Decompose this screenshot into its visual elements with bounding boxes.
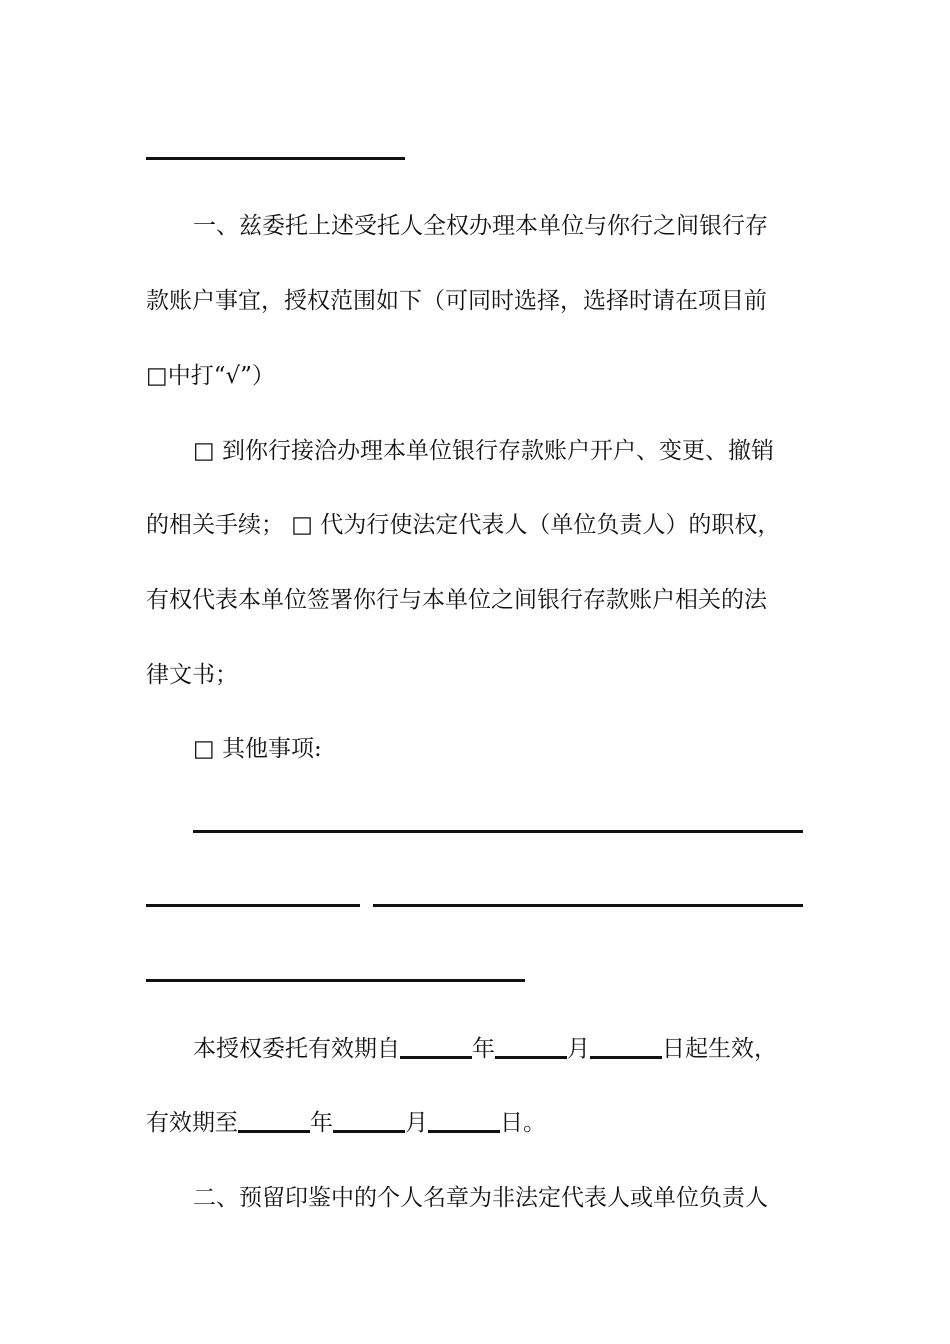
- day-effective-label: 日起生效，: [662, 1036, 777, 1062]
- day-blank: [590, 1056, 662, 1059]
- other-matters-line: □ 其他事项:: [193, 736, 322, 762]
- month-label: 月: [567, 1036, 590, 1062]
- year-blank: [400, 1056, 472, 1059]
- validity-end-text: 有效期至: [146, 1110, 238, 1136]
- clause-one-line-3: □中打“√”）: [146, 363, 275, 389]
- validity-start-text: 本授权委托有效期自: [193, 1036, 400, 1062]
- end-month-blank: [333, 1130, 405, 1133]
- option-line-3: 有权代表本单位签署你行与本单位之间银行存款账户相关的法: [146, 587, 767, 613]
- end-month-label: 月: [405, 1110, 428, 1136]
- clause-two-line-1: 二、预留印鉴中的个人名章为非法定代表人或单位负责人: [193, 1185, 768, 1211]
- end-day-blank: [428, 1130, 500, 1133]
- month-blank: [495, 1056, 567, 1059]
- clause-one-line-2: 款账户事宜，授权范围如下（可同时选择，选择时请在项目前: [146, 288, 767, 314]
- end-year-blank: [238, 1130, 310, 1133]
- other-matters-fill-line-2a: [146, 904, 360, 907]
- clause-one-line-1: 一、兹委托上述受托人全权办理本单位与你行之间银行存: [193, 213, 768, 239]
- other-matters-fill-line-2b: [373, 904, 803, 907]
- option-line-1: □ 到你行接洽办理本单位银行存款账户开户、变更、撤销: [193, 438, 775, 464]
- top-fill-line: [146, 157, 405, 160]
- other-matters-fill-line-3: [146, 979, 525, 982]
- validity-end-line: [146, 1108, 806, 1138]
- end-year-label: 年: [310, 1110, 333, 1136]
- other-matters-fill-line-1: [193, 830, 803, 833]
- option-line-2: 的相关手续； □ 代为行使法定代表人（单位负责人）的职权，: [146, 512, 781, 538]
- day-end-label: 日。: [500, 1110, 546, 1136]
- option-line-4: 律文书；: [146, 662, 238, 688]
- validity-start-line: [193, 1034, 806, 1064]
- year-label: 年: [472, 1036, 495, 1062]
